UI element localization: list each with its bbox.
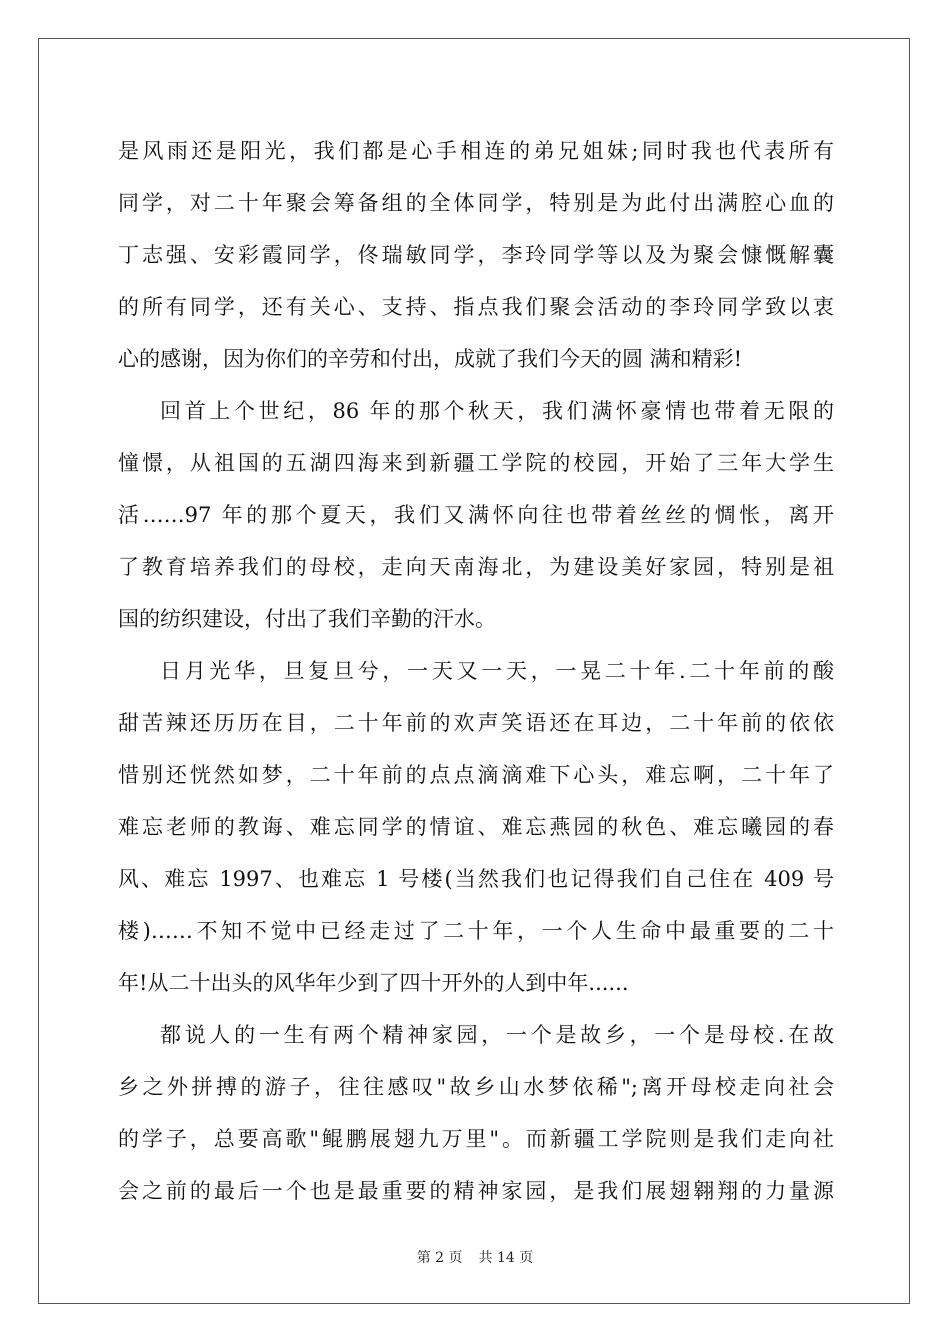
page-number: 第 2 页 (416, 1250, 463, 1266)
text-line: 乡之外拼搏的游子，往往感叹"故乡山水梦依稀";离开母校走向社会 (118, 1075, 834, 1099)
text-line: 楼)……不知不觉中已经走过了二十年，一个人生命中最重要的二十 (118, 919, 834, 943)
text-line: 惜别还恍然如梦，二十年前的点点滴滴难下心头，难忘啊，二十年了 (118, 763, 834, 787)
text-line: 甜苦辣还历历在目，二十年前的欢声笑语还在耳边，二十年前的依依 (118, 711, 834, 735)
text-line: 日月光华，旦复旦兮，一天又一天，一晃二十年.二十年前的酸 (160, 659, 834, 683)
page-footer (0, 1247, 950, 1267)
text-line: 回首上个世纪，86 年的那个秋天，我们满怀豪情也带着无限的 (160, 399, 834, 423)
text-line: 难忘老师的教诲、难忘同学的情谊、难忘燕园的秋色、难忘曦园的春 (118, 815, 834, 839)
text-line: 国的纺织建设，付出了我们辛勤的汗水。 (118, 607, 496, 631)
document-body (118, 125, 834, 1217)
text-line: 风、难忘 1997、也难忘 1 号楼(当然我们也记得我们自己住在 409 号 (118, 867, 834, 891)
text-line: 憧憬，从祖国的五湖四海来到新疆工学院的校园，开始了三年大学生 (118, 451, 834, 475)
paragraph (118, 1009, 834, 1217)
text-line: 年!从二十出头的风华年少到了四十开外的人到中年...... (118, 971, 629, 995)
text-line: 了教育培养我们的母校，走向天南海北，为建设美好家园，特别是祖 (118, 555, 834, 579)
text-line: 会之前的最后一个也是最重要的精神家园，是我们展翅翱翔的力量源 (118, 1179, 834, 1203)
paragraph (118, 125, 834, 385)
text-line: 的学子，总要高歌"鲲鹏展翅九万里"。而新疆工学院则是我们走向社 (118, 1127, 834, 1151)
text-line: 活……97 年的那个夏天，我们又满怀向往也带着丝丝的惆怅，离开 (118, 503, 834, 527)
paragraph (118, 385, 834, 645)
text-line: 都说人的一生有两个精神家园，一个是故乡，一个是母校.在故 (160, 1023, 834, 1047)
text-line: 是风雨还是阳光，我们都是心手相连的弟兄姐妹;同时我也代表所有 (118, 139, 834, 163)
text-line: 的所有同学，还有关心、支持、指点我们聚会活动的李玲同学致以衷 (118, 295, 834, 319)
text-line: 丁志强、安彩霞同学，佟瑞敏同学，李玲同学等以及为聚会慷慨解囊 (118, 243, 834, 267)
paragraph (118, 645, 834, 1009)
text-line: 心的感谢，因为你们的辛劳和付出，成就了我们今天的圆 满和精彩! (118, 347, 743, 371)
page-total: 共 14 页 (478, 1250, 534, 1266)
text-line: 同学，对二十年聚会筹备组的全体同学，特别是为此付出满腔心血的 (118, 191, 834, 215)
